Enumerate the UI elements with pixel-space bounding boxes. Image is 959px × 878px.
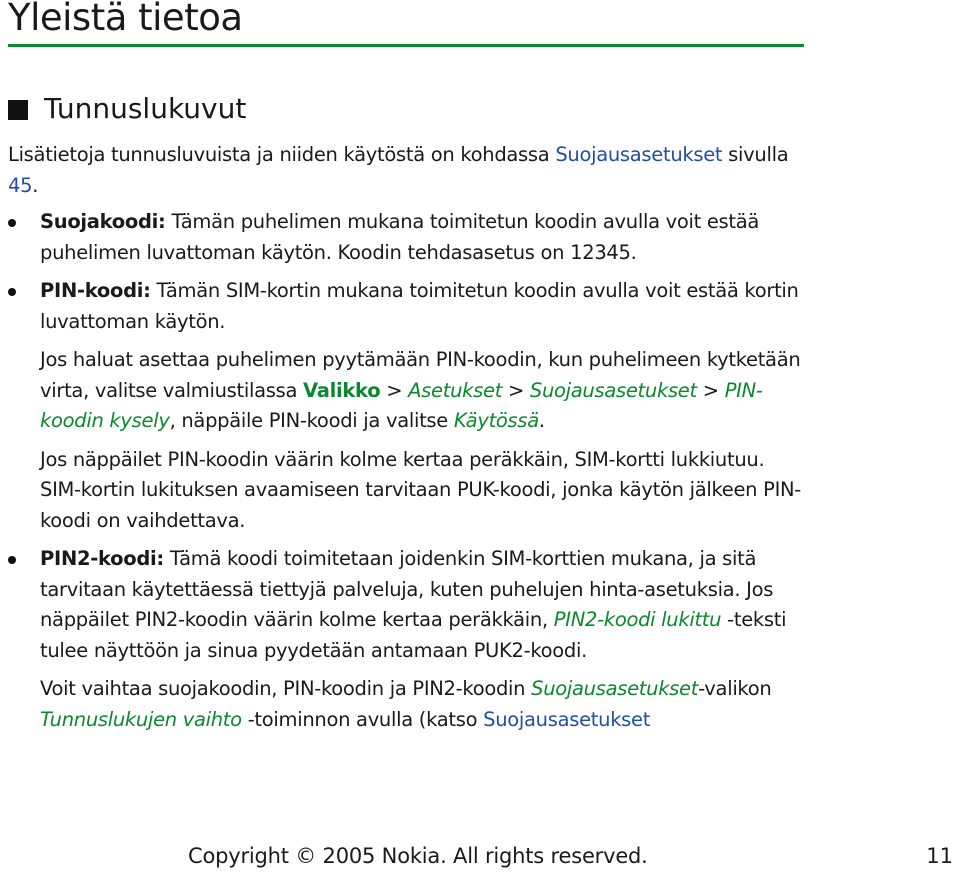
bullet-icon	[8, 556, 16, 564]
section-square-icon	[8, 100, 28, 120]
pin-instructions-text: Jos haluat asettaa puhelimen pyytämään PIN-koodin, kun puhelimeen kytketään virta, valitse valmiustilassa	[40, 348, 801, 402]
list-item-security-code	[8, 207, 808, 268]
list-item-pin-code	[8, 276, 808, 536]
pin-code-term: PIN-koodi:	[40, 279, 151, 302]
intro-text: Lisätietoja tunnusluvuista ja niiden käytöstä on kohdassa	[8, 143, 556, 166]
security-settings-link-2[interactable]: Suojausasetukset	[483, 707, 651, 731]
list-item-pin2-code	[8, 544, 808, 666]
intro-end: .	[32, 173, 39, 197]
copyright-notice: Copyright © 2005 Nokia. All rights reserved.	[188, 844, 648, 868]
menu-item-kaytossa: Käytössä	[453, 409, 539, 432]
intro-text-2: sivulla	[722, 143, 789, 166]
page-45-link[interactable]: 45	[8, 173, 33, 197]
section-heading-text: Tunnuslukuvut	[44, 92, 247, 125]
pin2-code-text: Tämä koodi toimitetaan joidenkin SIM-korttien mukana, ja sitä tarvitaan käytettäessä tiettyjä palveluja, kuten puhelujen hinta-asetuksia. Jos näppäilet PIN2-koodin väärin kolme kertaa peräkkäin,	[40, 547, 774, 631]
path-separator: >	[380, 378, 409, 402]
body-content	[8, 140, 808, 735]
security-settings-link[interactable]: Suojausasetukset	[555, 143, 723, 166]
change-codes-paragraph	[8, 674, 808, 735]
security-code-term: Suojakoodi:	[40, 210, 166, 233]
section-heading	[8, 92, 246, 125]
bullet-icon	[8, 219, 16, 227]
pin-instructions-end: .	[538, 409, 545, 432]
change-text: Voit vaihtaa suojakoodin, PIN-koodin ja PIN2-koodin	[40, 677, 532, 700]
menu-item-asetukset: Asetukset	[408, 378, 503, 402]
menu-item-suojausasetukset: Suojausasetukset	[531, 677, 699, 700]
bullet-icon	[8, 288, 16, 296]
path-separator: >	[696, 378, 725, 402]
title-divider	[8, 44, 804, 47]
menu-item-tunnuslukujen-vaihto: Tunnuslukujen vaihto	[40, 707, 242, 731]
pin-instructions	[40, 345, 808, 437]
security-code-text: Tämän puhelimen mukana toimitetun koodin avulla voit estää puhelimen luvattoman käytön. Koodin tehdasasetus on 12345.	[40, 210, 760, 264]
pin2-locked-message: PIN2-koodi lukittu	[553, 608, 722, 631]
pin-instructions-text-2: , näppäile PIN-koodi ja valitse	[169, 409, 454, 432]
pin2-code-term: PIN2-koodi:	[40, 547, 164, 570]
change-text-2: -valikon	[698, 677, 772, 700]
path-separator: >	[502, 378, 530, 402]
menu-item-suojausasetukset: Suojausasetukset	[529, 378, 697, 402]
menu-item-pin-query: PIN-koodin kysely	[40, 378, 763, 432]
page-number: 11	[926, 844, 953, 868]
menu-item-valikko: Valikko	[303, 378, 381, 402]
change-text-3: -toiminnon avulla (katso	[241, 707, 484, 731]
intro-paragraph	[8, 140, 808, 201]
page-title: Yleistä tietoa	[8, 0, 243, 39]
pin-code-text: Tämän SIM-kortin mukana toimitetun koodin avulla voit estää kortin luvattoman käytön.	[40, 279, 799, 333]
pin-warning: Jos näppäilet PIN-koodin väärin kolme kertaa peräkkäin, SIM-kortti lukkiutuu. SIM-kortin lukituksen avaamiseen tarvitaan PUK-koodi, jonka käytön jälkeen PIN-koodi on vaihdettava.	[40, 447, 802, 532]
pin2-code-text-2: -teksti tulee näyttöön ja sinua pyydetään antamaan PUK2-koodi.	[40, 608, 787, 662]
